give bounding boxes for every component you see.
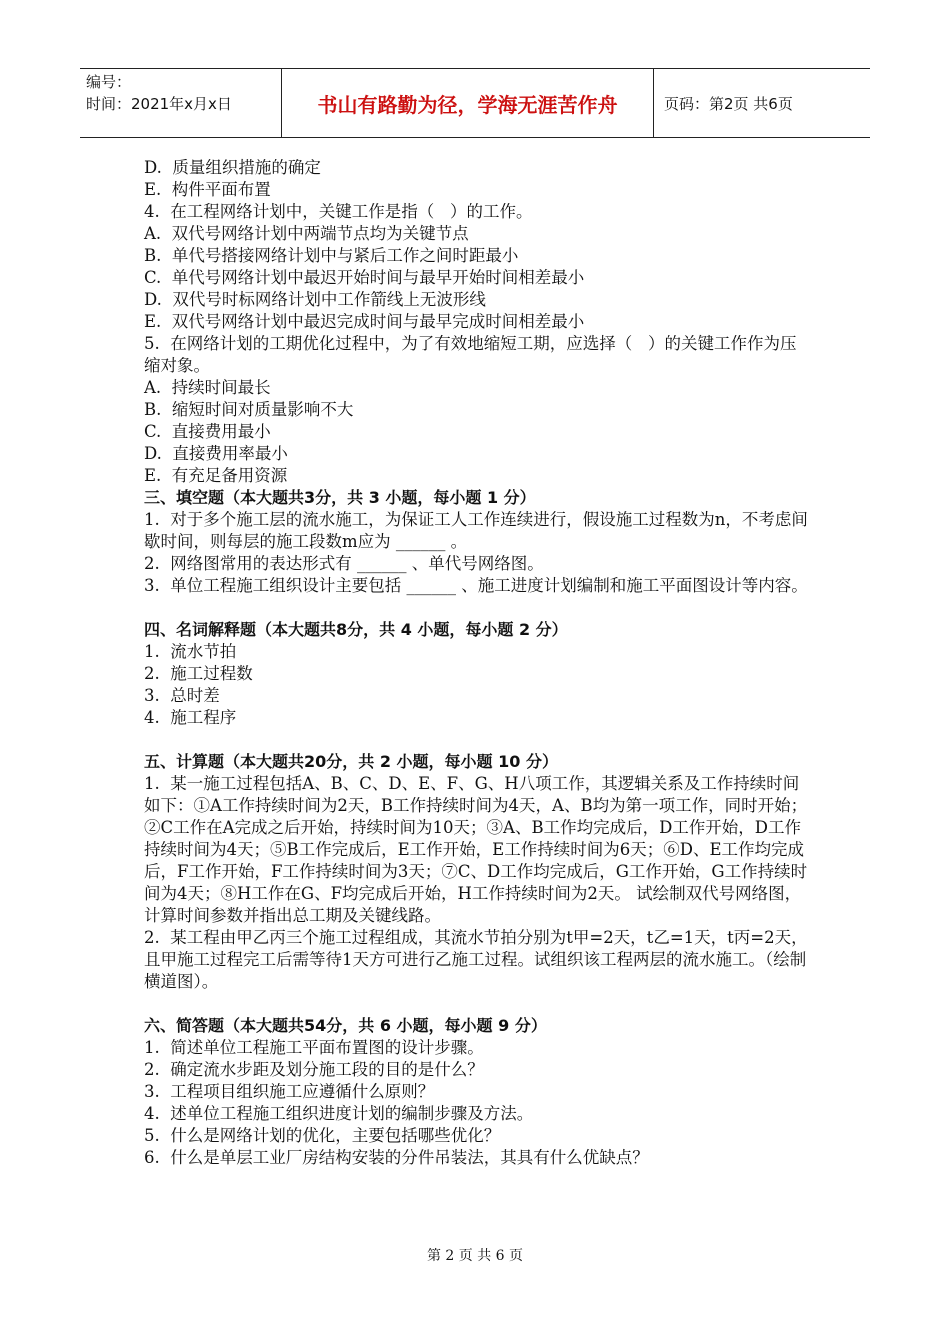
text-line: 1. 某一施工过程包括A、B、C、D、E、F、G、H八项工作，其逻辑关系及工作持续时间如下：①A工作持续时间为2天，B工作持续时间为4天，A、B均为第一项工作，同时开始；②C工作在A完成之后开始，持续时间为10天；③A、B工作均完成后，D工作开始，D工作持续时间为4天；⑤B工作完成后，E工作开始，E工作持续时间为6天；⑥D、E工作均完成后，F工作开始，F工作持续时间为3天；⑦C、D工作均完成后，G工作开始，G工作持续时间为4天；⑧H工作在G、F均完成后开始，H工作持续时间为2天。 试绘制双代号网络图，计算时间参数并指出总工期及关键线路。 [144,774,808,925]
text-line: 4. 施工程序 [144,708,237,727]
header-motto: 书山有路勤为径，学海无涯苦作舟 [282,69,654,137]
text-line: 1. 流水节拍 [144,642,237,661]
text-line: 5. 在网络计划的工期优化过程中，为了有效地缩短工期，应选择（ ）的关键工作作为压缩对象。 [144,334,797,375]
text-line: 1. 对于多个施工层的流水施工，为保证工人工作连续进行，假设施工过程数为n，不考虑间歇时间，则每层的施工段数m应为 ______ 。 [144,510,808,551]
text-line: 5. 什么是网络计划的优化，主要包括哪些优化？ [144,1126,501,1145]
text-line: 3. 工程项目组织施工应遵循什么原则？ [144,1082,435,1101]
header-page-info: 页码：第2页 共6页 [664,94,793,113]
text-line: 6. 什么是单层工业厂房结构安装的分件吊装法，其具有什么优缺点？ [144,1148,649,1167]
header-info [80,69,282,137]
blank-line [144,729,809,751]
section-heading: 四、名词解释题（本大题共8分，共 4 小题，每小题 2 分） [144,620,568,639]
text-line: C. 直接费用最小 [144,422,271,441]
text-line: 3. 单位工程施工组织设计主要包括 ______ 、施工进度计划编制和施工平面图设计等内容。 [144,576,808,595]
text-line: 2. 施工过程数 [144,664,253,683]
page-footer: 第 2 页 共 6 页 [426,1248,524,1264]
text-line: 2. 网络图常用的表达形式有 ______ 、单代号网络图。 [144,554,544,573]
section-heading: 五、计算题（本大题共20分，共 2 小题，每小题 10 分） [144,752,558,771]
text-line: D. 直接费用率最小 [144,444,288,463]
text-line: E. 构件平面布置 [144,180,271,199]
blank-line [144,597,809,619]
text-line: B. 缩短时间对质量影响不大 [144,400,354,419]
text-line: 2. 确定流水步距及划分施工段的目的是什么？ [144,1060,484,1079]
blank-line [144,993,809,1015]
page-header [80,68,870,138]
text-line: 4. 在工程网络计划中，关键工作是指（ ）的工作。 [144,202,533,221]
text-line: 3. 总时差 [144,686,220,705]
document-body [144,157,809,1169]
text-line: 2. 某工程由甲乙丙三个施工过程组成，其流水节拍分别为t甲=2天，t乙=1天，t丙=2天，且甲施工过程完工后需等待1天方可进行乙施工过程。试组织该工程两层的流水施工。（绘制横道图）。 [144,928,808,991]
number-label: 编号： [86,73,132,91]
text-line: 4. 述单位工程施工组织进度计划的编制步骤及方法。 [144,1104,534,1123]
text-line: E. 双代号网络计划中最迟完成时间与最早完成时间相差最小 [144,312,585,331]
text-line: E. 有充足备用资源 [144,466,288,485]
text-line: D. 双代号时标网络计划中工作箭线上无波形线 [144,290,486,309]
section-heading: 三、填空题（本大题共3分，共 3 小题，每小题 1 分） [144,488,536,507]
text-line: A. 持续时间最长 [144,378,271,397]
text-line: D. 质量组织措施的确定 [144,158,321,177]
text-line: 1. 简述单位工程施工平面布置图的设计步骤。 [144,1038,484,1057]
text-line: A. 双代号网络计划中两端节点均为关键节点 [144,224,469,243]
text-line: C. 单代号网络计划中最迟开始时间与最早开始时间相差最小 [144,268,585,287]
time-label: 时间：2021年x月x日 [86,95,232,113]
section-heading: 六、简答题（本大题共54分，共 6 小题，每小题 9 分） [144,1016,547,1035]
text-line: B. 单代号搭接网络计划中与紧后工作之间时距最小 [144,246,519,265]
